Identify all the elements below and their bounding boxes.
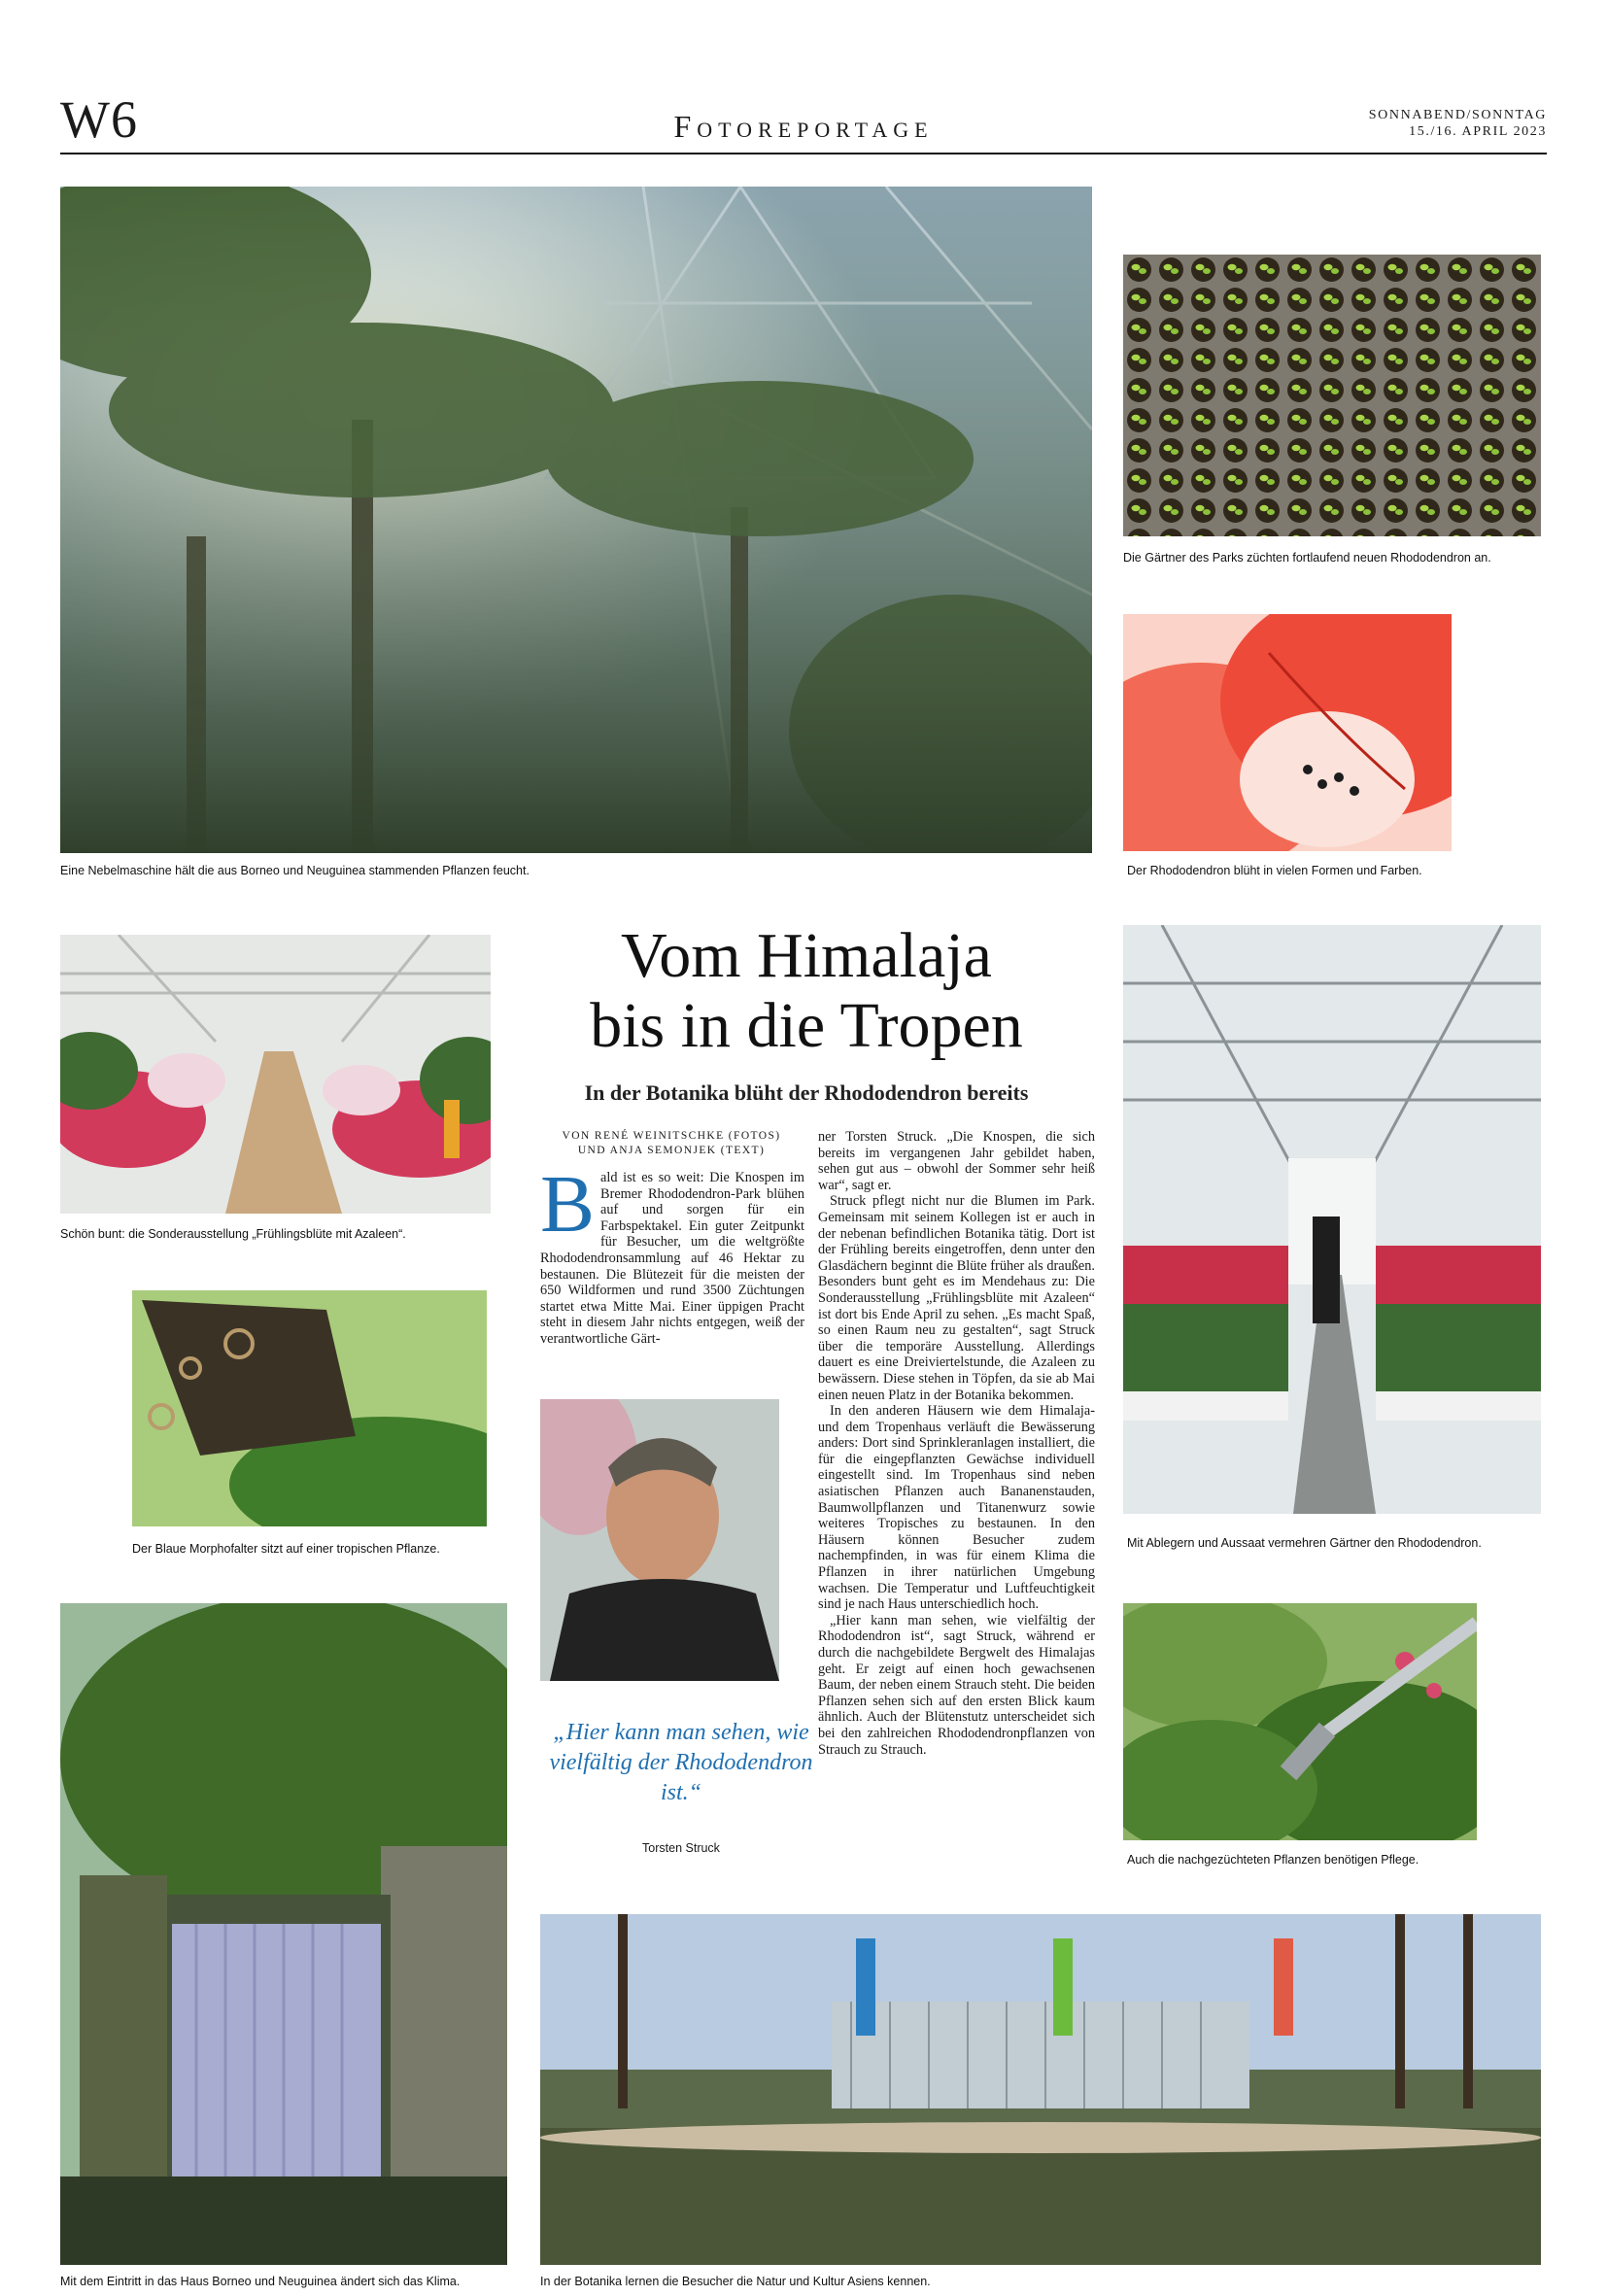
caption-watering: Auch die nachgezüchteten Pflanzen benötigen Pflege.: [1127, 1853, 1419, 1867]
headline-line-2: bis in die Tropen: [590, 990, 1023, 1061]
issue-date: [1369, 107, 1547, 140]
pull-quote: „Hier kann man sehen, wie vielfältig der Rhododendron ist.“: [549, 1720, 813, 1805]
article-column-2: [818, 1129, 1095, 1758]
photo-flower: [1123, 614, 1452, 851]
byline-line-1: VON RENÉ WEINITSCHKE (FOTOS): [562, 1130, 781, 1142]
caption-fog: Eine Nebelmaschine hält die aus Borneo und Neuguinea stammenden Pflanzen feucht.: [60, 864, 530, 877]
pull-quote-author: Torsten Struck: [642, 1841, 720, 1855]
caption-greenhouse: Mit Ablegern und Aussaat vermehren Gärtner den Rhododendron.: [1127, 1536, 1482, 1550]
headline-line-1: Vom Himalaja: [621, 920, 992, 991]
article-paragraph: „Hier kann man sehen, wie vielfältig der Rhododendron ist“, sagt Struck, während er durch die nachgebildete Bergwelt des Himalajas geht. Er zeigt auf einen hoch gewachsenen Baum, der neben einem Strauch steht. Die beiden Pflanzen sehen sich auf den ersten Blick kaum ähnlich. Auch der Blütenstutz unterscheidet sich bei den zahlreichen Rhododendronpflanzen von Strauch zu Strauch.: [818, 1612, 1095, 1758]
photo-seedlings: [1123, 255, 1541, 536]
article-paragraph: In den anderen Häusern wie dem Himalaja- und dem Tropenhaus verläuft die Bewässerung anders: Dort sind Sprinkleranlagen installiert, die für die eingepflanzten Gewächse individuell eingestellt sind. Im Tropenhaus sind neben asiatischen Pflanzen auch Bananenstauden, Baumwollpflanzen und Titanenwurz sowie weiteres Tropisches zu bestaunen. In den Häusern können Besucher zudem nachempfinden, in was für einem Klima die Pflanzen in ihrer natürlichen Umgebung wachsen. Die Temperatur und Luftfeuchtigkeit sind je nach Haus unterschiedlich hoch.: [818, 1403, 1095, 1613]
photo-butterfly: [132, 1290, 487, 1526]
paragraph-text: ald ist es so weit: Die Knospen im Bremer Rhododendron-Park blühen auf und sorgen für ein Farbspektakel. Ein guter Zeitpunkt für Besucher, um die weltgrößte Rhododendronsammlung auf 46 Hektar zu bestaunen. Die Blütezeit für die meisten der 650 Wildformen und rund 3500 Züchtungen startet etwa Mitte Mai. Einer üppigen Pracht steht in diesem Jahr nichts entgegen, weiß der verantwortliche Gärt-: [540, 1170, 804, 1347]
caption-butterfly: Der Blaue Morphofalter sitzt auf einer tropischen Pflanze.: [132, 1542, 440, 1556]
photo-park: [540, 1914, 1541, 2265]
photo-fog-forest: [60, 187, 1092, 853]
article-subheadline: In der Botanika blüht der Rhododendron bereits: [584, 1080, 1029, 1105]
article-paragraph: Struck pflegt nicht nur die Blumen im Park. Gemeinsam mit seinem Kollegen ist er auch in der nebenan befindlichen Botanika tätig. Dort ist der Frühling bereits eingetroffen, denn unter den Glasdächern beginnt die Blüte früher als draußen. Besonders bunt geht es im Mendehaus zu: Die Sonderausstellung „Frühlingsblüte mit Azaleen“ ist dort bis Ende April zu sehen. „Es macht Spaß, so einen Raum neu zu gestalten“, sagt Struck über die temporäre Ausstellung. Allerdings dauert es eine Dreiviertelstunde, die Azaleen zu bewässern. Diese stehen in Töpfen, da sie ab Mai einen neuen Platz in der Botanika bekommen.: [818, 1193, 1095, 1403]
caption-park: In der Botanika lernen die Besucher die Natur und Kultur Asiens kennen.: [540, 2275, 931, 2288]
header-rule: [60, 153, 1547, 154]
photo-portrait: [540, 1399, 779, 1681]
issue-day: SONNABEND/SONNTAG: [1368, 108, 1547, 122]
caption-exhibition: Schön bunt: die Sonderausstellung „Frühlingsblüte mit Azaleen“.: [60, 1227, 406, 1241]
caption-borneo: Mit dem Eintritt in das Haus Borneo und Neuguinea ändert sich das Klima.: [60, 2275, 461, 2288]
caption-flower: Der Rhododendron blüht in vielen Formen und Farben.: [1127, 864, 1422, 877]
byline-line-2: UND ANJA SEMONJEK (TEXT): [577, 1145, 766, 1156]
section-title: Fotoreportage: [673, 109, 934, 144]
article-headline: [525, 921, 1088, 1061]
photo-watering: [1123, 1603, 1477, 1840]
page-number: W6: [60, 90, 138, 149]
article-paragraph: ner Torsten Struck. „Die Knospen, die sich bereits im vergangenen Jahr gebildet haben, sehen gut aus – obwohl der Sommer sehr heiß war“, sagt er.: [818, 1129, 1095, 1193]
article-column-1: [540, 1159, 804, 1348]
issue-date-value: 15./16. APRIL 2023: [1409, 124, 1547, 139]
photo-borneo: [60, 1603, 507, 2265]
photo-exhibition: [60, 935, 491, 1214]
caption-seedlings: Die Gärtner des Parks züchten fortlaufend neuen Rhododendron an.: [1123, 551, 1491, 565]
dropcap: B: [540, 1159, 596, 1250]
byline: [540, 1129, 803, 1158]
photo-greenhouse: [1123, 925, 1541, 1514]
article-paragraph: [540, 1159, 804, 1348]
